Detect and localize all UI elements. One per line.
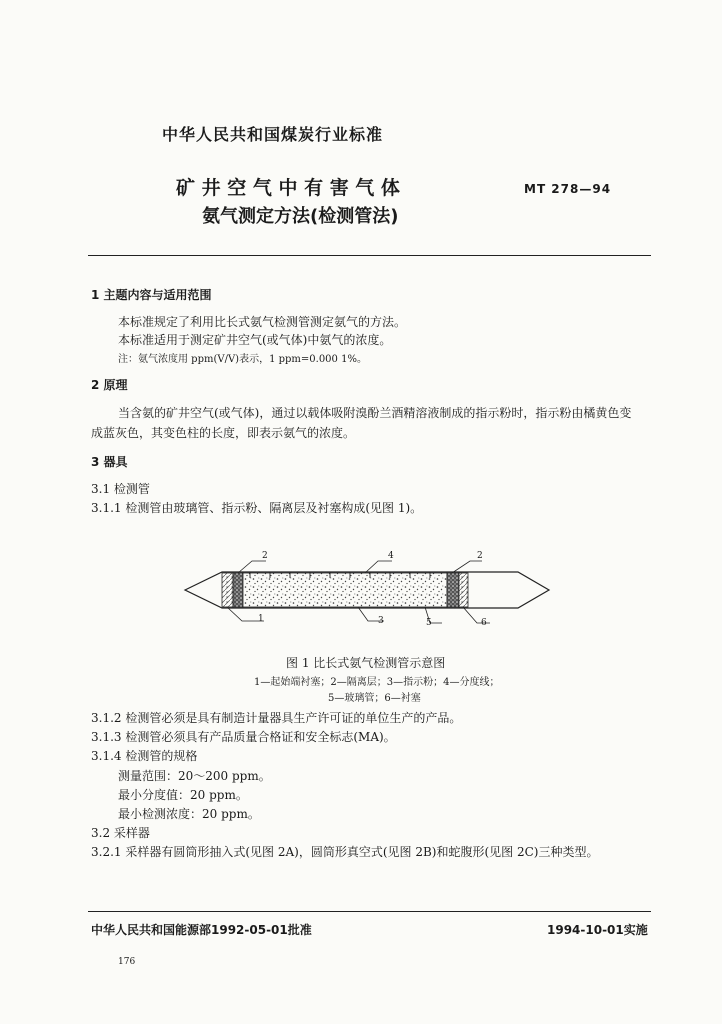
- detector-tube-diagram: [180, 545, 552, 635]
- callout-6: 6: [481, 618, 487, 628]
- spec-measurement-range: 测量范围：20～200 ppm。: [118, 769, 271, 783]
- figure-1-caption: 图 1 比长式氨气检测管示意图: [286, 656, 446, 670]
- section-1-paragraph-2: 本标准适用于测定矿井空气(或气体)中氨气的浓度。: [118, 333, 392, 347]
- callout-2-left: 2: [262, 551, 268, 561]
- section-3-heading: 3 器具: [91, 455, 128, 469]
- section-2-paragraph-line1: 当含氨的矿井空气(或气体)，通过以载体吸附溴酚兰酒精溶液制成的指示粉时，指示粉由橘黄色变: [118, 406, 632, 420]
- subsection-3-1: 3.1 检测管: [91, 482, 150, 496]
- page-number: 176: [118, 957, 136, 967]
- footer-divider: [88, 911, 651, 912]
- section-2-heading: 2 原理: [91, 378, 128, 392]
- section-1-note: 注：氨气浓度用 ppm(V/V)表示，1 ppm=0.000 1%。: [118, 354, 367, 365]
- section-2-paragraph-line2: 成蓝灰色，其变色柱的长度，即表示氨气的浓度。: [91, 426, 356, 440]
- start-plug: [222, 573, 233, 607]
- left-isolation-layer: [233, 573, 243, 607]
- clause-3-1-4: 3.1.4 检测管的规格: [91, 749, 198, 763]
- callout-5: 5: [426, 618, 432, 628]
- callout-1: 1: [258, 614, 264, 624]
- effective-date: 1994-10-01实施: [547, 923, 648, 937]
- section-1-paragraph-1: 本标准规定了利用比长式氨气检测管测定氨气的方法。: [118, 315, 407, 329]
- figure-1-legend-line2: 5—玻璃管；6—衬塞: [328, 693, 421, 704]
- document-title-line2: 氨气测定方法(检测管法): [202, 206, 399, 227]
- approval-date: 中华人民共和国能源部1992-05-01批准: [91, 923, 312, 937]
- indicator-powder: [243, 573, 447, 607]
- callout-3: 3: [378, 616, 384, 626]
- spec-min-division: 最小分度值：20 ppm。: [118, 788, 248, 802]
- clause-3-1-3: 3.1.3 检测管必须具有产品质量合格证和安全标志(MA)。: [91, 730, 396, 744]
- section-1-heading: 1 主题内容与适用范围: [91, 288, 212, 302]
- clause-3-1-2: 3.1.2 检测管必须是具有制造计量器具生产许可证的单位生产的产品。: [91, 711, 462, 725]
- clause-3-1-1: 3.1.1 检测管由玻璃管、指示粉、隔离层及衬塞构成(见图 1)。: [91, 501, 423, 515]
- org-standard-heading: 中华人民共和国煤炭行业标准: [162, 125, 384, 144]
- callout-4: 4: [388, 551, 394, 561]
- end-plug: [459, 573, 468, 607]
- callout-2-right: 2: [477, 551, 483, 561]
- subsection-3-2: 3.2 采样器: [91, 826, 150, 840]
- figure-1-legend-line1: 1—起始端衬塞；2—隔离层；3—指示粉；4—分度线；: [254, 677, 500, 688]
- spec-min-detection: 最小检测浓度：20 ppm。: [118, 807, 260, 821]
- standard-number: MT 278—94: [524, 182, 612, 196]
- clause-3-2-1: 3.2.1 采样器有圆筒形抽入式(见图 2A)，圆筒形真空式(见图 2B)和蛇腹形(见图 2C)三种类型。: [91, 845, 599, 859]
- header-divider: [88, 255, 651, 256]
- document-title-line1: 矿 井 空 气 中 有 害 气 体: [176, 177, 400, 199]
- right-isolation-layer: [447, 573, 459, 607]
